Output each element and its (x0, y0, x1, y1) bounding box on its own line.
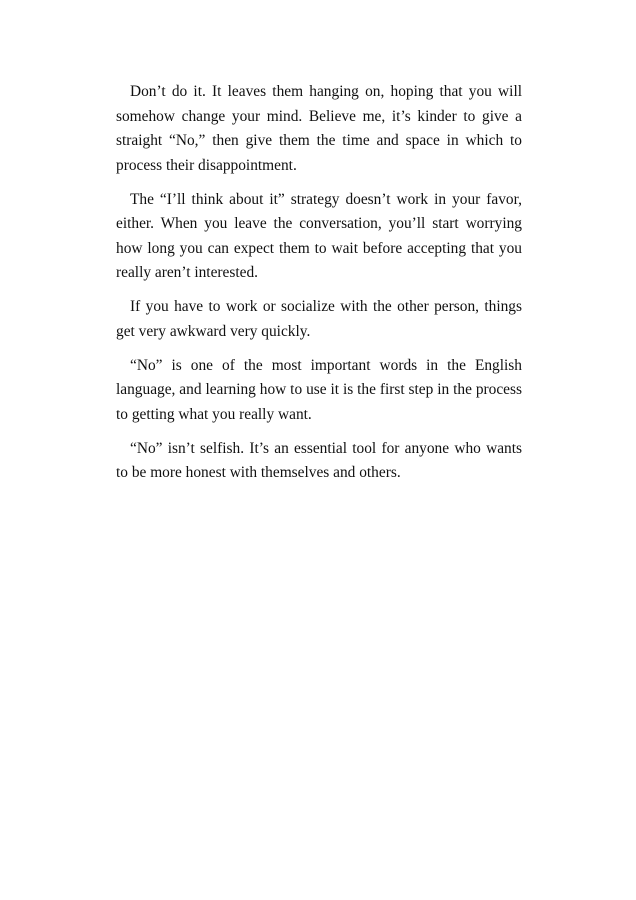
paragraph: “No” is one of the most important words in the English language, and learning how to use it is the first step in the process to getting what you really want. (116, 356, 522, 423)
paragraph: If you have to work or socialize with the other person, things get very awkward very quickly. (116, 298, 522, 340)
paragraph: “No” isn’t selfish. It’s an essential tool for anyone who wants to be more honest with themselves and others. (116, 439, 522, 481)
body-text (116, 80, 522, 495)
paragraph: Don’t do it. It leaves them hanging on, hoping that you will somehow change your mind. Believe me, it’s kinder to give a straight “No,” then give them the time and space in which to process their disappointment. (116, 83, 522, 174)
paragraph: The “I’ll think about it” strategy doesn’t work in your favor, either. When you leave the conversation, you’ll start worrying how long you can expect them to wait before accepting that you really aren’t interested. (116, 190, 522, 281)
